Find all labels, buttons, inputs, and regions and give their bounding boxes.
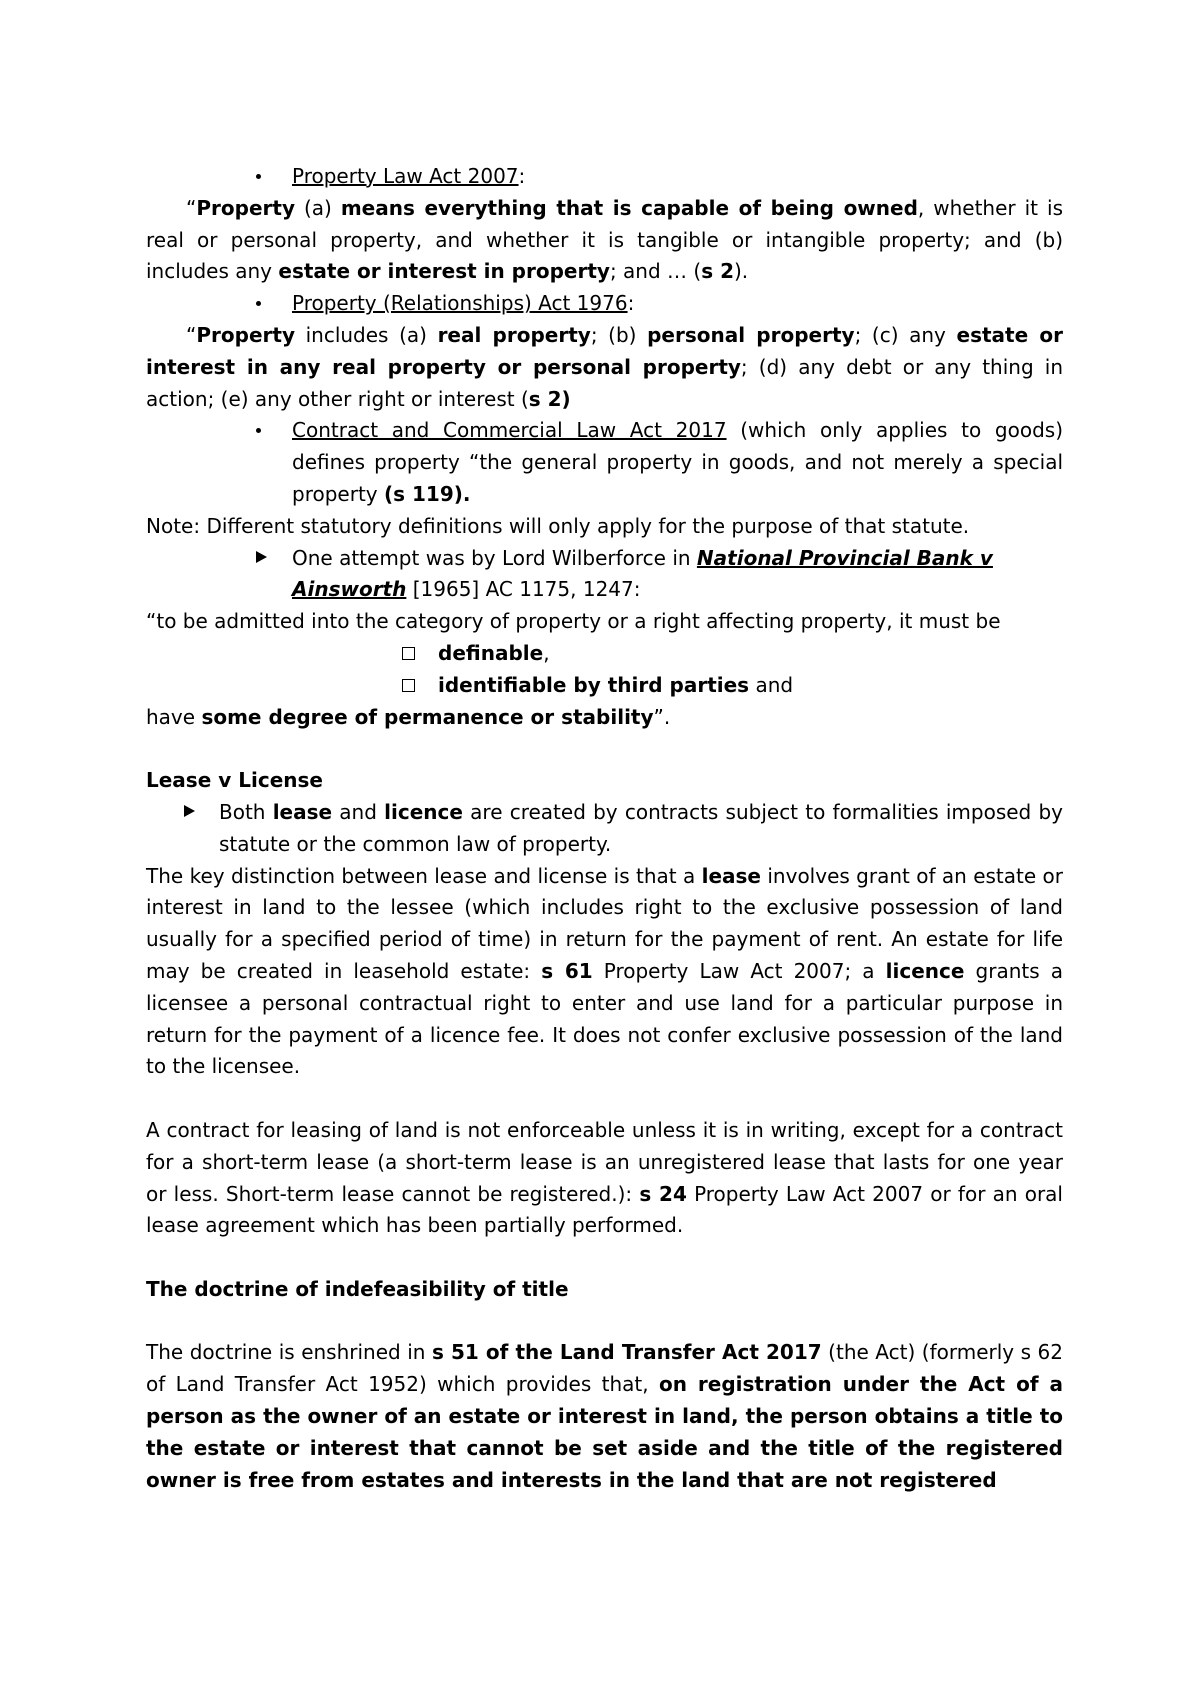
document-body	[146, 161, 1063, 1496]
statute-title-contract-commercial-law-act: Contract and Commercial Law Act 2017	[292, 418, 727, 443]
checkbox-square-icon	[402, 647, 415, 660]
statute-title-property-relationships-act: Property (Relationships) Act 1976	[292, 291, 628, 316]
paragraph-lease-distinction: The key distinction between lease and license is that a lease involves grant of an estate or interest in land to the lessee (which includes right to the exclusive possession of land usually for a specified period of time) in return for the payment of rent. An estate for life may be created in leasehold estate: s 61 Property Law Act 2007; a licence grants a licensee a personal contractual right to enter and use land for a particular purpose in return for the payment of a licence fee. It does not confer exclusive possession of the land to the licensee.	[146, 863, 1063, 1079]
criteria-item-identifiable: identifiable by third parties and	[146, 670, 1063, 702]
paragraph-lease-writing: A contract for leasing of land is not enforceable unless it is in writing, except for a contract for a short-term lease (a short-term lease is an unregistered lease that lasts for one year or less. Short-term lease cannot be registered.): s 24 Property Law Act 2007 or for an oral lease agreement which has been partially performed.	[146, 1117, 1063, 1238]
section-heading-indefeasibility: The doctrine of indefeasibility of title	[146, 1276, 569, 1301]
section-heading-lease-v-license: Lease v License	[146, 768, 323, 793]
bullet-property-law-act: Property Law Act 2007:	[146, 161, 1063, 193]
criteria-item-definable: definable,	[146, 638, 1063, 670]
bullet-lease-licence-contracts: Both lease and licence are created by contracts subject to formalities imposed by statute or the common law of property.	[146, 797, 1063, 861]
bullet-dot-icon	[256, 161, 261, 193]
bullet-dot-icon	[256, 288, 261, 320]
bullet-dot-icon	[256, 415, 261, 447]
bullet-property-relationships-act: Property (Relationships) Act 1976:	[146, 288, 1063, 320]
note-line: Note: Different statutory definitions will only apply for the purpose of that statute.	[146, 513, 970, 538]
bullet-contract-commercial-law-act: Contract and Commercial Law Act 2017 (which only applies to goods) defines property “the general property in goods, and not merely a special property (s 119).	[146, 415, 1063, 510]
criteria-intro: “to be admitted into the category of property or a right affecting property, it must be	[146, 609, 1001, 634]
criteria-outro: have some degree of permanence or stability”.	[146, 704, 671, 729]
paragraph-indefeasibility: The doctrine is enshrined in s 51 of the Land Transfer Act 2017 (the Act) (formerly s 62 of Land Transfer Act 1952) which provides that, on registration under the Act of a person as the owner of an estate or interest in land, the person obtains a title to the estate or interest that cannot be set aside and the title of the registered owner is free from estates and interests in the land that are not registered	[146, 1340, 1063, 1492]
quote-property-relationships-act: “Property includes (a) real property; (b) personal property; (c) any estate or interest in any real property or personal property; (d) any debt or any thing in action; (e) any other right or interest (s 2)	[146, 322, 1063, 411]
checkbox-square-icon	[402, 679, 415, 692]
case-name: National Provincial Bank v Ainsworth	[292, 545, 993, 602]
triangle-bullet-icon	[256, 543, 267, 575]
bullet-wilberforce-attempt: One attempt was by Lord Wilberforce in National Provincial Bank v Ainsworth [1965] AC 1175, 1247:	[146, 543, 1063, 607]
triangle-bullet-icon	[184, 797, 195, 829]
statute-title-property-law-act: Property Law Act 2007	[292, 164, 519, 188]
quote-property-law-act: “Property (a) means everything that is capable of being owned, whether it is real or personal property, and whether it is tangible or intangible property; and (b) includes any estate or interest in property; and … (s 2).	[146, 195, 1063, 284]
